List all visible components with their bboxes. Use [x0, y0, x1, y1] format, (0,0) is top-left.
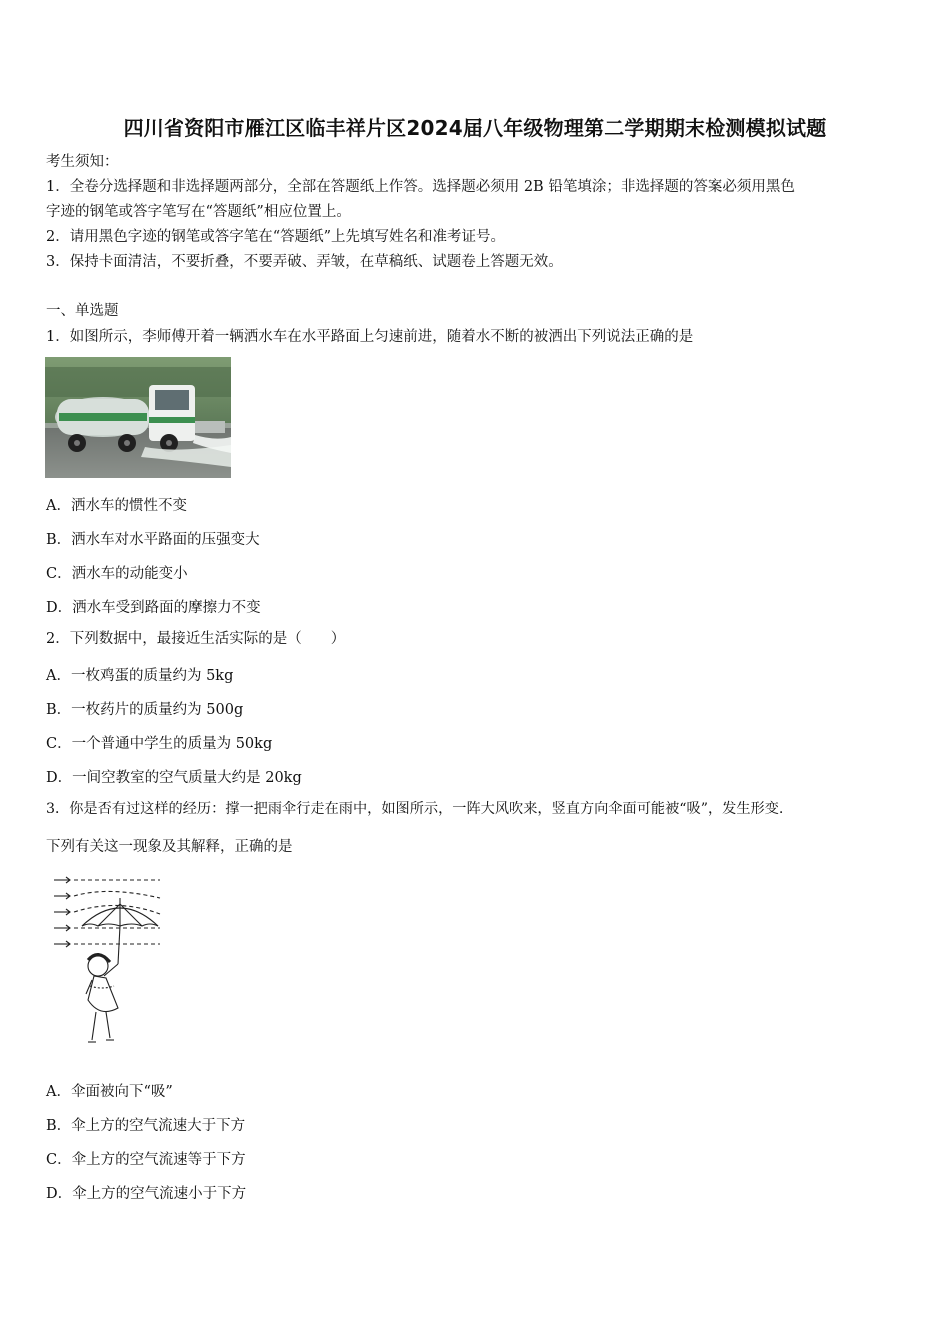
notice-item: 字迹的钢笔或答字笔写在“答题纸”相应位置上。 [46, 204, 351, 220]
q3-option-a: A．伞面被向下“吸” [46, 1084, 173, 1100]
q1-option-c: C．洒水车的动能变小 [46, 566, 188, 582]
q1-option-b: B．洒水车对水平路面的压强变大 [46, 532, 260, 548]
question-2-stem: 2．下列数据中，最接近生活实际的是（ ） [46, 631, 346, 647]
notice-item: 3．保持卡面清洁，不要折叠，不要弄破、弄皱，在草稿纸、试题卷上答题无效。 [46, 254, 563, 270]
page-title: 四川省资阳市雁江区临丰祥片区2024届八年级物理第二学期期末检测模拟试题 [123, 116, 827, 140]
question-3-stem-line1: 3．你是否有过这样的经历：撑一把雨伞行走在雨中，如图所示，一阵大风吹来，竖直方向伞面可能被“吸”，发生形变. [46, 801, 784, 817]
q3-option-c: C．伞上方的空气流速等于下方 [46, 1152, 246, 1168]
q3-option-d: D．伞上方的空气流速小于下方 [46, 1186, 247, 1202]
q1-option-d: D．洒水车受到路面的摩擦力不变 [46, 600, 261, 616]
q2-option-a: A．一枚鸡蛋的质量约为 5kg [46, 668, 234, 684]
q2-option-c: C．一个普通中学生的质量为 50kg [46, 736, 273, 752]
question-1-stem: 1．如图所示，李师傅开着一辆洒水车在水平路面上匀速前进，随着水不断的被洒出下列说法正确的是 [46, 329, 694, 345]
q1-option-a: A．洒水车的惯性不变 [46, 498, 187, 514]
q3-option-b: B．伞上方的空气流速大于下方 [46, 1118, 246, 1134]
question-3-stem-line2: 下列有关这一现象及其解释，正确的是 [46, 839, 293, 855]
notice-item: 2．请用黑色字迹的钢笔或答字笔在“答题纸”上先填写姓名和准考证号。 [46, 229, 506, 245]
notice-item: 1．全卷分选择题和非选择题两部分，全部在答题纸上作答。选择题必须用 2B 铅笔填涂；非选择题的答案必须用黑色 [46, 179, 795, 195]
notice-heading: 考生须知： [46, 154, 119, 170]
q2-option-b: B．一枚药片的质量约为 500g [46, 702, 244, 718]
umbrella-wind-figure [48, 868, 168, 1058]
section-heading: 一、单选题 [46, 303, 119, 319]
water-truck-photo [45, 357, 231, 478]
q2-option-d: D．一间空教室的空气质量大约是 20kg [46, 770, 302, 786]
